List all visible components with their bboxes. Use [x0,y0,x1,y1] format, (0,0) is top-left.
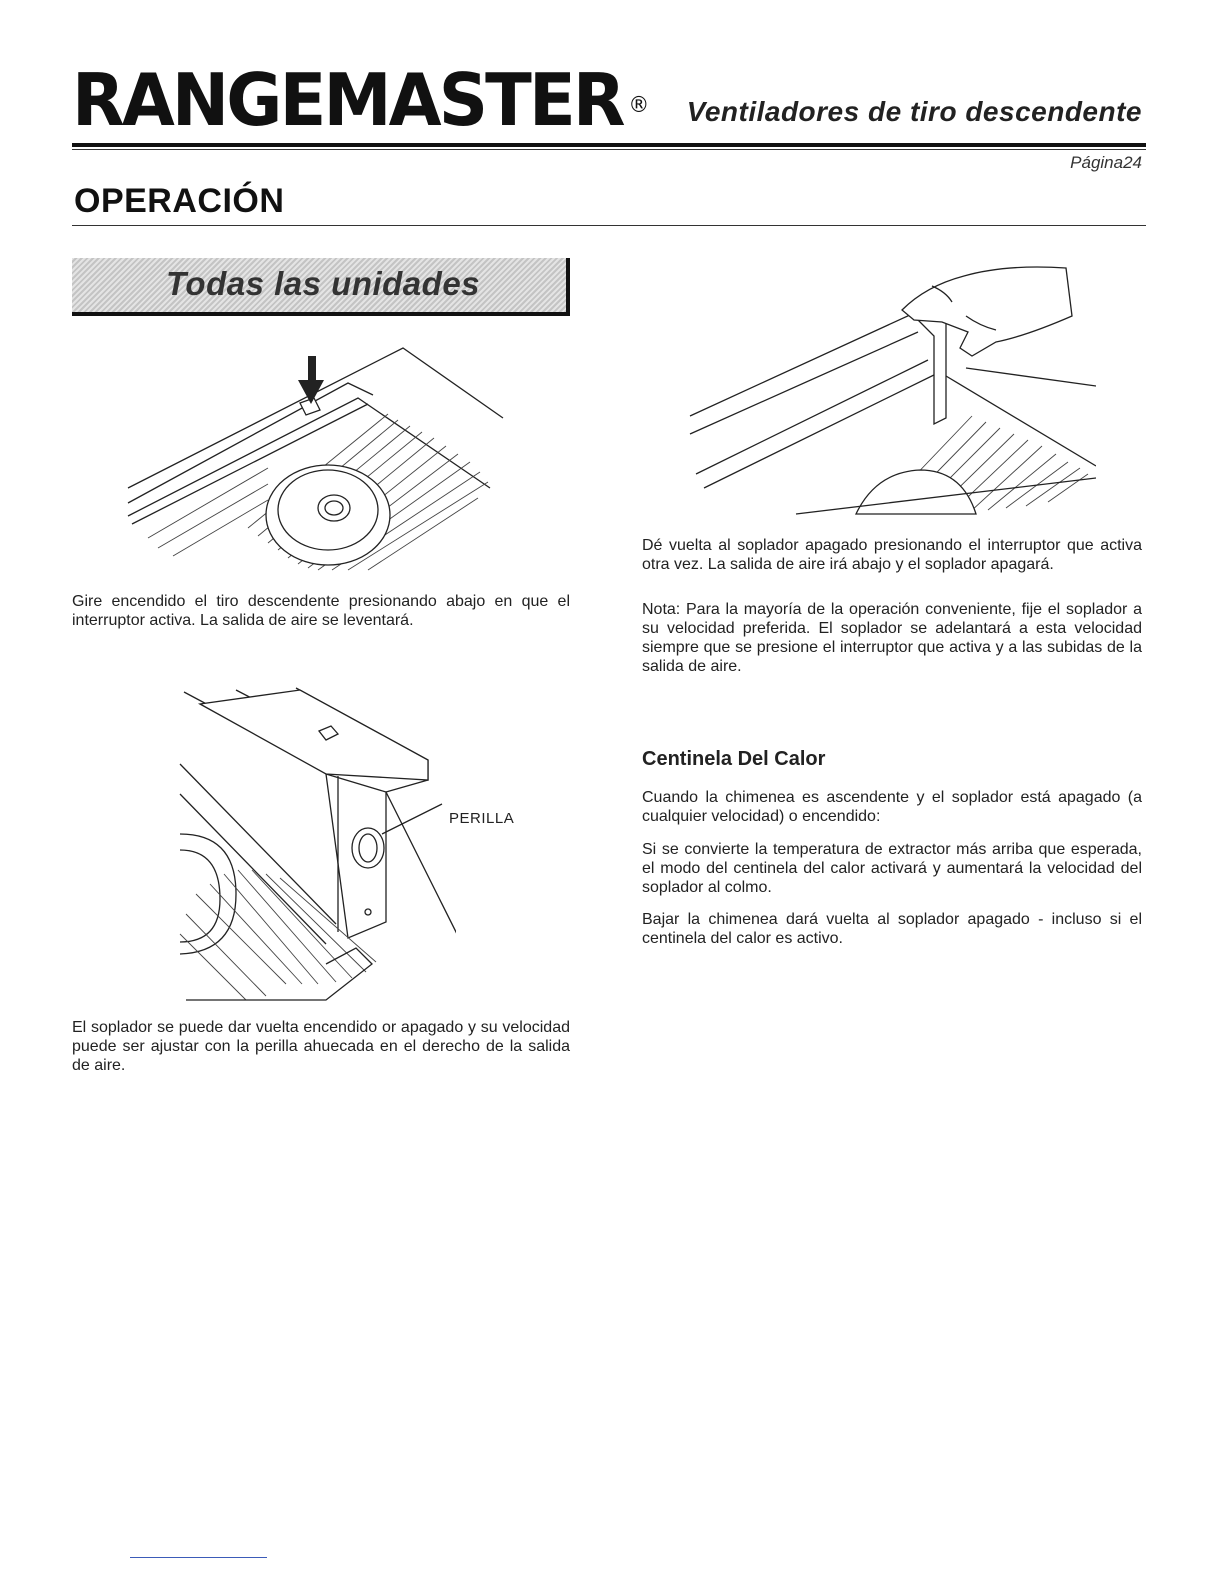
header-rule-thin [72,149,1146,150]
illustration-press-switch [118,338,508,580]
section-rule [72,225,1146,226]
header-rule [72,143,1146,147]
knob-label: PERILLA [449,810,515,827]
banner-text: Todas las unidades [166,265,481,302]
right-paragraph-1: Dé vuelta al soplador apagado presionando el interruptor que activa otra vez. La salida de aire irá abajo y el soplador apagará. [642,537,1142,573]
banner-underline [72,312,570,316]
banner-edge [566,258,570,316]
illustration-knob [176,684,456,1002]
heat-paragraph-2: Si se convierte la temperatura de extractor más arriba que esperada, el modo del centinela del calor activará y aumentará la velocidad del soplador al colmo. [642,841,1142,896]
heat-paragraph-1: Cuando la chimenea es ascendente y el soplador está apagado (a cualquier velocidad) o encendido: [642,789,1142,825]
left-paragraph-1: Gire encendido el tiro descendente presionando abajo en que el interruptor activa. La salida de aire se leventará. [72,593,570,629]
heat-sentry-heading: Centinela Del Calor [642,748,826,770]
left-paragraph-2: El soplador se puede dar vuelta encendido or apagado y su velocidad puede ser ajustar con la perilla ahuecada en el derecho de la salida de aire. [72,1019,570,1074]
brand-logo: RANGEMASTER ® [72,58,650,142]
heat-paragraph-3: Bajar la chimenea dará vuelta al soplador apagado - incluso si el centinela del calor es activo. [642,911,1142,947]
section-title: OPERACIÓN [74,182,285,220]
footnote-rule [130,1557,267,1558]
document-subtitle: Ventiladores de tiro descendente [686,96,1142,127]
note-paragraph: Nota: Para la mayoría de la operación conveniente, fije el soplador a su velocidad preferida. El soplador se adelantará a esta velocidad siempre que se presione el interruptor que activa y a las subidas de la salida de aire. [642,601,1142,675]
page-number: Página24 [1070,153,1142,172]
illustration-press-off [676,256,1096,518]
registered-mark: ® [628,93,650,118]
